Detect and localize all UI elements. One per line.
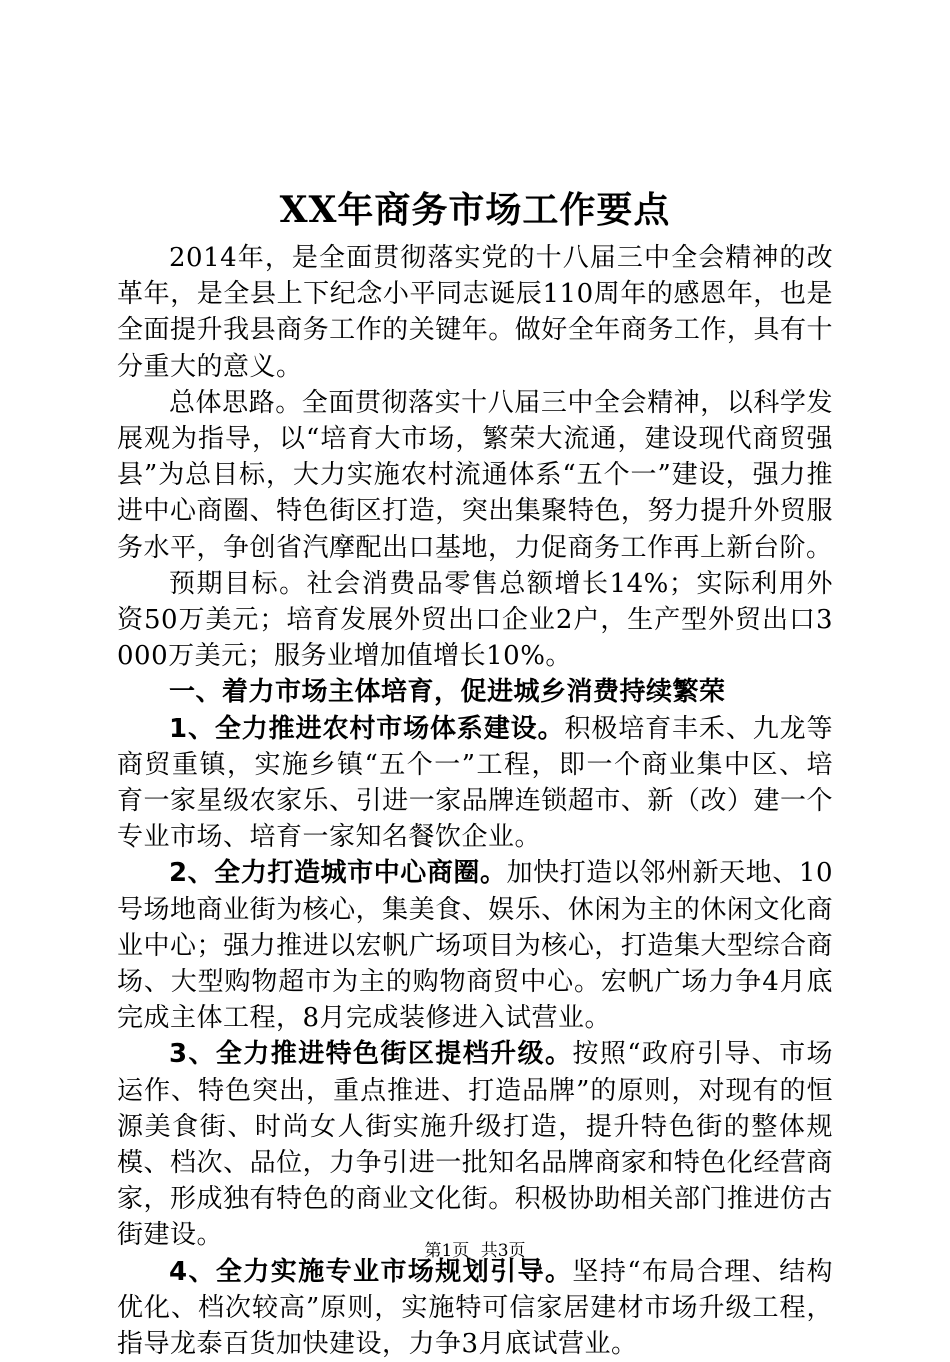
- page-number: 第1页: [424, 1241, 470, 1261]
- paragraph-expected-goals: [117, 566, 833, 675]
- document-body: [117, 240, 833, 1362]
- item-lead: 1、全力推进农村市场体系建设。: [169, 713, 565, 744]
- paragraph-text: 2014年，是全面贯彻落实党的十八届三中全会精神的改革年，是全县上下纪念小平同志诞辰110周年的感恩年，也是全面提升我县商务工作的关键年。做好全年商务工作，具有十分重大的意义。: [117, 243, 833, 382]
- item-lead: 3、全力推进特色街区提档升级。: [169, 1039, 573, 1070]
- paragraph-text: 总体思路。全面贯彻落实十八届三中全会精神，以科学发展观为指导，以“培育大市场，繁荣大流通，建设现代商贸强县”为总目标，大力实施农村流通体系“五个一”建设，强力推进中心商圈、特色街区打造，突出集聚特色，努力提升外贸服务水平，争创省汽摩配出口基地，力促商务工作再上新台阶。: [117, 387, 833, 563]
- paragraph-overall-approach: [117, 385, 833, 566]
- document-title: XX年商务市场工作要点: [279, 189, 671, 231]
- paragraph-intro: [117, 240, 833, 385]
- paragraph-item-3: [117, 1036, 833, 1253]
- paragraph-text: 预期目标。社会消费品零售总额增长14%；实际利用外资50万美元；培育发展外贸出口企业2户，生产型外贸出口3000万美元；服务业增加值增长10%。: [117, 568, 833, 672]
- paragraph-text: 按照“政府引导、市场运作、特色突出，重点推进、打造品牌”的原则，对现有的恒源美食街、时尚女人街实施升级打造，提升特色街的整体规模、档次、品位，力争引进一批知名品牌商家和特色化经营商家，形成独有特色的商业文化街。积极协助相关部门推进仿古街建设。: [117, 1039, 834, 1251]
- page-total: 共3页: [480, 1241, 526, 1261]
- paragraph-text: 积极培育丰禾、九龙等商贸重镇，实施乡镇“五个一”工程，即一个商业集中区、培育一家星级农家乐、引进一家品牌连锁超市、新（改）建一个专业市场、培育一家知名餐饮企业。: [117, 713, 833, 853]
- page-footer: [0, 1240, 950, 1262]
- item-lead: 2、全力打造城市中心商圈。: [169, 858, 507, 889]
- paragraph-item-4: [117, 1254, 833, 1362]
- paragraph-text: 坚持“布局合理、结构优化、档次较高”原则，实施特可信家居建材市场升级工程，指导龙泰百货加快建设，力争3月底试营业。: [117, 1256, 834, 1360]
- paragraph-item-1: [117, 711, 833, 856]
- section-heading-text: 一、着力市场主体培育，促进城乡消费持续繁荣: [169, 677, 726, 708]
- paragraph-item-2: [117, 855, 833, 1036]
- item-lead: 4、全力实施专业市场规划引导。: [169, 1256, 573, 1287]
- section-heading-1: [117, 674, 833, 710]
- paragraph-text: 加快打造以邻州新天地、10号场地商业街为核心，集美食、娱乐、休闲为主的休闲文化商业中心；强力推进以宏帆广场项目为核心，打造集大型综合商场、大型购物超市为主的购物商贸中心。宏帆广场力争4月底完成主体工程，8月完成装修进入试营业。: [117, 858, 833, 1034]
